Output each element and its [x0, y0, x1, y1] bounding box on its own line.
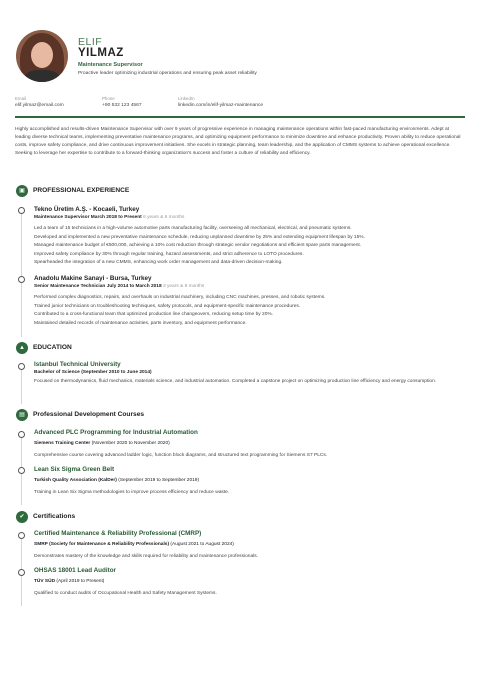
certification-entry [34, 567, 464, 598]
course-provider-line [34, 441, 464, 446]
certificate-icon: ✔ [16, 511, 28, 523]
timeline-dot [18, 431, 25, 438]
phone-link[interactable]: +90 532 123 4567 [102, 103, 142, 108]
list-item: Trained junior technicians on troubleshooting techniques, safety protocols, and equipment-specific maintenance procedures. [34, 303, 301, 309]
experience-timeline [21, 209, 22, 337]
course-name: Advanced PLC Programming for Industrial Automation [34, 429, 198, 436]
contact-label: LinkedIn [178, 96, 195, 101]
role-title: Senior Maintenance Technician [34, 284, 106, 289]
course-entry [34, 466, 464, 497]
profile-summary: Highly accomplished and results-driven Maintenance Supervisor with over 9 years of progressive experience in managing maintenance operations within fast-paced manufacturing environments. Adept at leading diverse technical teams, implementing preventative maintenance programs, and optimizing equipment performance to minimize downtime and enhance productivity. Proven ability to reduce operational costs, improve safety compliance, and drive continuous improvement initiatives. She excels in strategic planning, team leadership, and the application of CMMS systems to achieve operational excellence. Seeking to leverage her expertise to contribute to a forward-thinking organization's success and foster a culture of reliability and efficiency. [15, 127, 461, 156]
timeline-dot [18, 532, 25, 539]
certification-dates: (August 2021 to August 2024) [170, 542, 234, 547]
book-icon: ▤ [16, 409, 28, 421]
list-item: Led a team of 15 technicians in a high-volume automotive parts manufacturing facility, overseeing all mechanical, electrical, and pneumatic systems. [34, 226, 352, 231]
education-entry [34, 361, 464, 386]
list-item: Spearheaded the integration of a new CMMS, enhancing work order management and data-driven decision-making. [34, 260, 283, 266]
resume-header [16, 30, 464, 90]
certification-issuer-line [34, 542, 464, 547]
job-entry [34, 275, 464, 328]
avatar-shirt [24, 70, 60, 82]
course-provider: Siemens Training Center [34, 441, 91, 446]
certification-issuer: SMRP (Society for Maintenance & Reliability Professionals) [34, 542, 170, 547]
certification-issuer-line [34, 579, 464, 584]
certification-issuer: TÜV SÜD [34, 579, 56, 584]
avatar-face [31, 42, 53, 68]
certification-dates: (April 2019 to Present) [56, 579, 105, 584]
job-entry [34, 206, 464, 268]
last-name: YILMAZ [78, 47, 124, 59]
contact-linkedin [178, 96, 263, 108]
list-item: Managed maintenance budget of €500,000, achieving a 10% cost reduction through strategic vendor negotiations and efficient spare parts management. [34, 243, 362, 249]
course-entry [34, 429, 464, 460]
contact-email [15, 96, 64, 108]
role-line [34, 215, 464, 220]
course-provider: Turkish Quality Association (KalDer) [34, 478, 117, 483]
list-item: Contributed to a cross-functional team that optimized production line changeovers, reducing setup time by 20%. [34, 312, 274, 318]
degree: Bachelor of Science [34, 370, 80, 375]
course-description: Comprehensive course covering advanced ladder logic, function block diagrams, and structured text programming for Siemens S7 PLCs. [34, 453, 328, 458]
role-duration: 6 years & 6 months [143, 215, 185, 220]
contact-phone [102, 96, 142, 108]
education-timeline [21, 364, 22, 404]
job-title: Maintenance Supervisor [78, 62, 143, 68]
job-bullets [34, 225, 464, 268]
certification-name: OHSAS 18001 Lead Auditor [34, 567, 116, 574]
degree-dates: (September 2010 to June 2014) [81, 370, 152, 375]
contact-bar [15, 96, 465, 118]
course-dates: (September 2019 to September 2019) [118, 478, 200, 483]
role-title: Maintenance Supervisor [34, 215, 90, 220]
course-description: Training in Lean Six Sigma methodologies to improve process efficiency and reduce waste. [34, 490, 230, 495]
job-bullets [34, 294, 464, 328]
list-item: Performed complex diagnostics, repairs, and overhauls on industrial machinery, including CNC machines, presses, and robotic systems. [34, 295, 326, 300]
timeline-dot [18, 363, 25, 370]
course-dates: (November 2020 to November 2020) [91, 441, 170, 446]
certification-entry [34, 530, 464, 561]
list-item: Improved safety compliance by 30% through regular training, hazard assessments, and strict adherence to LOTO procedures. [34, 251, 304, 257]
contact-label: Email [15, 96, 26, 101]
timeline-dot [18, 207, 25, 214]
briefcase-icon: ▣ [16, 185, 28, 197]
timeline-dot [18, 276, 25, 283]
header-divider [15, 116, 465, 118]
linkedin-link[interactable]: linkedin.com/in/elif-yilmaz-maintenance [178, 103, 264, 108]
degree-line [34, 370, 464, 375]
section-title: EDUCATION [33, 344, 72, 351]
school-name: Istanbul Technical University [34, 361, 121, 368]
role-dates: March 2018 to Present [90, 215, 142, 220]
name-block [78, 36, 257, 76]
avatar [16, 30, 68, 82]
timeline-dot [18, 467, 25, 474]
education-description: Focused on thermodynamics, fluid mechanics, materials science, and industrial automation. Completed a capstone project on optimizing production line efficiency and energy consumption. [34, 379, 437, 384]
section-title: Professional Development Courses [33, 411, 145, 418]
role-duration: 3 years & 9 months [162, 284, 205, 289]
tagline: Proactive leader optimizing industrial operations and ensuring peak asset reliability [78, 71, 257, 76]
timeline-dot [18, 569, 25, 576]
list-item: Maintained detailed records of maintenance activities, parts inventory, and equipment performance. [34, 320, 247, 326]
course-name: Lean Six Sigma Green Belt [34, 466, 115, 473]
company-name: Anadolu Makine Sanayi - Bursa, Turkey [34, 275, 152, 282]
first-name: ELIF [78, 36, 103, 48]
list-item: Developed and implemented a new preventative maintenance schedule, reducing unplanned downtime by 25% and extending equipment lifespan by 15%. [34, 234, 365, 240]
section-title: Certifications [33, 513, 76, 520]
role-line [34, 284, 464, 289]
course-provider-line [34, 478, 464, 483]
company-name: Tekno Üretim A.Ş. - Kocaeli, Turkey [34, 206, 140, 213]
certification-name: Certified Maintenance & Reliability Professional (CMRP) [34, 530, 202, 537]
certification-description: Qualified to conduct audits of Occupational Health and Safety Management Systems. [34, 591, 217, 596]
certification-description: Demonstrates mastery of the knowledge and skills required for reliability and maintenance professionals. [34, 554, 259, 559]
role-dates: July 2014 to March 2018 [106, 284, 162, 289]
section-title: PROFESSIONAL EXPERIENCE [33, 187, 130, 194]
email-link[interactable]: elif.yilmaz@email.com [15, 103, 64, 108]
graduation-cap-icon: ▲ [16, 342, 28, 354]
contact-label: Phone [102, 96, 115, 101]
